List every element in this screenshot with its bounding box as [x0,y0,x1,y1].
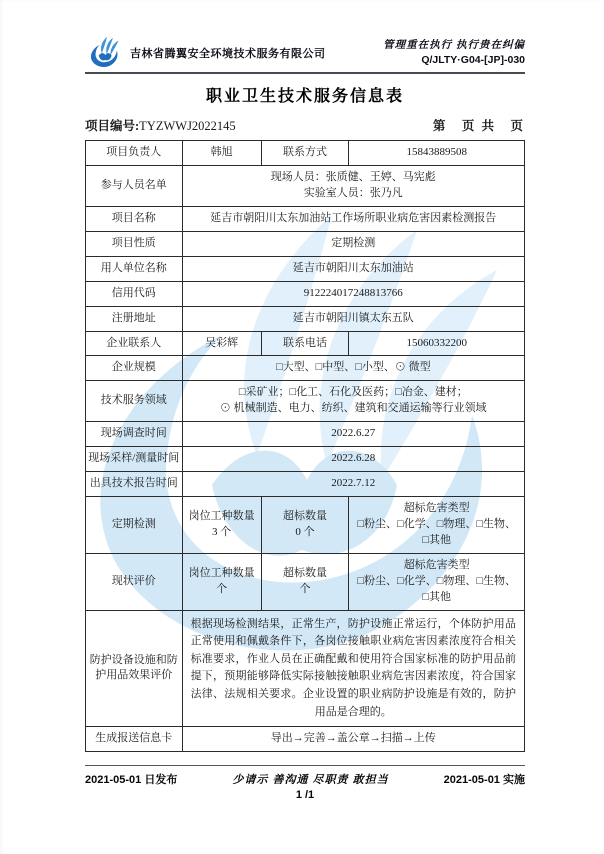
document-header [85,36,525,69]
info-table [85,140,525,752]
header-rule [85,72,525,74]
row-label: 现状评价 [86,553,183,610]
footer-motto: 少请示 善沟通 尽职责 敢担当 [232,774,389,787]
project-number [85,116,236,134]
info-card-steps: 导出→完善→盖公章→扫描→上传 [182,727,524,752]
table-row-info-card [86,727,525,752]
participants-field: 现场人员：张质健、王婷、马宪彪 [270,170,436,183]
document-footer [85,771,525,787]
row-label: 联系方式 [261,141,349,166]
cell-value: 韩旭 [182,141,261,166]
table-row-project-name [86,206,525,231]
cell-value: 定期检测 [182,231,524,256]
header-slogan: 管理重在执行 执行贵在纠偏 [383,39,525,51]
cell-value: 2022.7.12 [182,472,524,497]
row-label: 联系电话 [261,331,349,356]
status-positions [182,553,261,610]
page-title: 职业卫生技术服务信息表 [205,88,404,105]
cell-value: 2022.6.27 [182,422,524,447]
table-row-participants [86,165,525,206]
cell-value: 912224017248813766 [182,281,524,306]
status-hazard-types [349,553,525,610]
exceed-count: 0 个 [295,525,315,538]
hazard-type-label: 超标危害类型 [403,502,470,515]
table-row-report-time [86,472,525,497]
release-date: 2021-05-01 日发布 [85,774,178,787]
hazard-type-options: □粉尘、□化学、□物理、□生物、□其他 [357,518,516,546]
table-row-reg-address [86,306,525,331]
positions-label: 岗位工种数量 [188,510,255,523]
table-row-protection [86,610,525,727]
cell-value: 15843889508 [349,141,525,166]
service-area-line1: □采矿业；□化工、石化及医药；□冶金、建材； [238,386,468,399]
row-label: 现场采样/测量时间 [86,447,183,472]
row-label: 技术服务领域 [86,381,183,422]
project-number-value: TYZWWJ2022145 [139,119,236,133]
periodic-positions [182,497,261,554]
table-row-status-eval [86,553,525,610]
exceed-label: 超标数量 [282,510,327,523]
service-area-line2: ⊙ 机械制造、电力、纺织、建筑和交通运输等行业领域 [219,402,487,415]
row-label: 参与人员名单 [86,165,183,206]
cell-value: 吴彩辉 [182,331,261,356]
row-label: 企业规模 [86,356,183,381]
row-label: 信用代码 [86,281,183,306]
positions-count: 个 [216,582,228,595]
row-label: 防护设备设施和防护用品效果评价 [86,610,183,727]
table-row-sampling-time [86,447,525,472]
table-row-service-area [86,381,525,422]
row-label: 注册地址 [86,306,183,331]
scale-options: □大型、□中型、□小型、⊙ 微型 [182,356,524,381]
table-row-leader [86,141,525,166]
implement-date: 2021-05-01 实施 [443,774,525,787]
periodic-exceed [261,497,349,554]
footer-rule [85,765,525,766]
row-label: 用人单位名称 [86,256,183,281]
row-label: 项目负责人 [86,141,183,166]
service-area-options [182,381,524,422]
participants-lab: 实验室人员：张乃凡 [303,186,403,199]
positions-label: 岗位工种数量 [188,566,255,579]
hazard-type-options: □粉尘、□化学、□物理、□生物、□其他 [357,574,516,603]
page-info: 第 页 共 页 [432,119,525,133]
table-row-nature [86,231,525,256]
table-row-scale [86,356,525,381]
meta-row [85,116,525,134]
company-name: 吉林省腾翼安全环境技术服务有限公司 [130,47,326,60]
cell-value: 延吉市朝阳川太东加油站工作场所职业病危害因素检测报告 [182,206,524,231]
periodic-hazard-types [349,497,525,554]
company-logo-icon [85,36,125,69]
table-row-survey-time [86,422,525,447]
row-label: 生成报送信息卡 [86,727,183,752]
row-label: 企业联系人 [86,331,183,356]
positions-count: 3 个 [211,525,232,538]
page-number: 1 /1 [295,789,315,802]
project-number-label: 项目编号: [85,119,140,133]
document-code: Q/JLTY·G04-[JP]-030 [421,54,525,67]
cell-value: 延吉市朝阳川镇太东五队 [182,306,524,331]
table-row-contact [86,331,525,356]
cell-value: 2022.6.28 [182,447,524,472]
table-row-employer [86,256,525,281]
cell-value [182,165,524,206]
cell-value: 15060332200 [349,331,525,356]
exceed-count: 个 [299,582,311,595]
row-label: 现场调查时间 [86,422,183,447]
row-label: 出具技术报告时间 [86,472,183,497]
row-label: 项目性质 [86,231,183,256]
table-row-credit-code [86,281,525,306]
row-label: 定期检测 [86,497,183,554]
exceed-label: 超标数量 [282,566,327,579]
table-row-periodic [86,497,525,554]
protection-evaluation-text: 根据现场检测结果，正常生产，防护设施正常运行，个体防护用品正常使用和佩戴条件下，各岗位接触职业病危害因素浓度符合相关标准要求，作业人员在正确配戴和使用符合国家标准的防护用品前提下，预期能够降低实际接触接触职业病危害因素浓度，符合国家法律、法规相关要求。企业设置的职业病防护设施是有效的，防护用品是合理的。 [182,610,524,727]
row-label: 项目名称 [86,206,183,231]
status-exceed [261,553,349,610]
cell-value: 延吉市朝阳川太东加油站 [182,256,524,281]
hazard-type-label: 超标危害类型 [403,558,470,571]
